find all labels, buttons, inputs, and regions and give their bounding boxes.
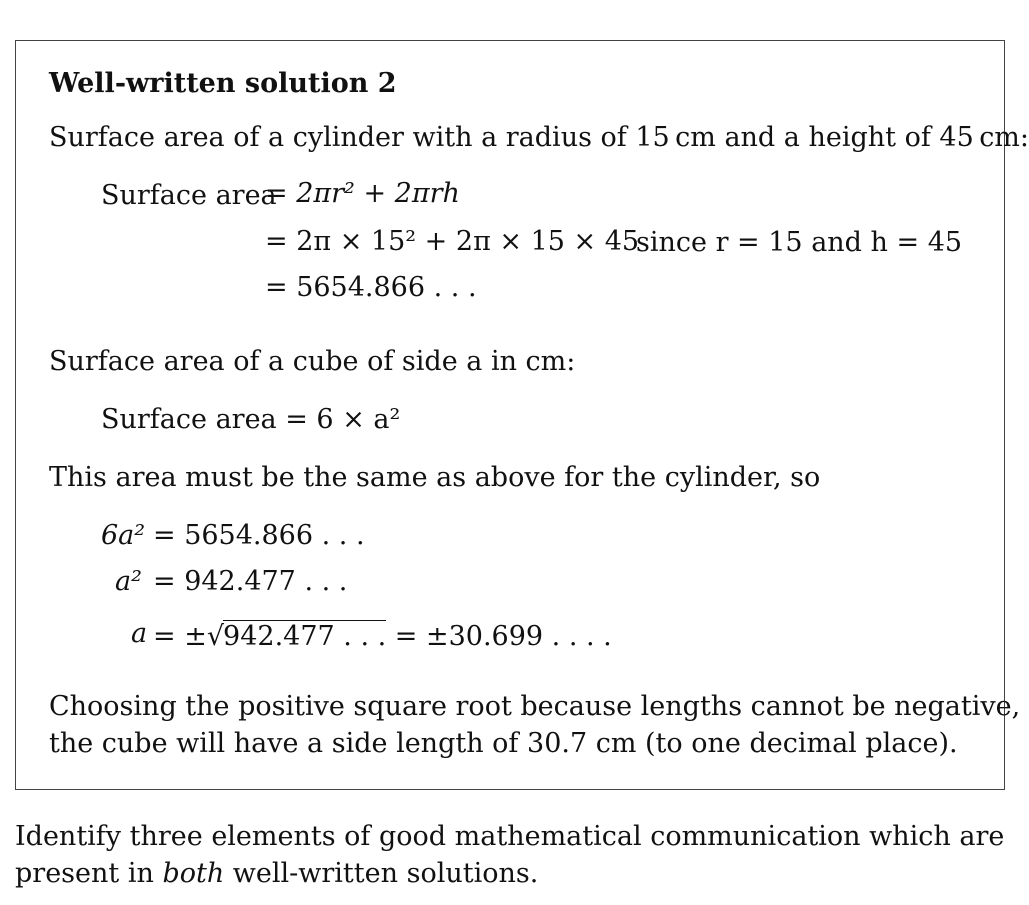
height-value: 45 (939, 122, 974, 153)
step2-rhs: = 942.477 . . . (153, 566, 348, 597)
substitution-note: since r = 15 and h = 45 (636, 227, 963, 258)
plus-minus-sqrt: = ±√ (153, 621, 225, 652)
height-unit: cm: (979, 122, 1029, 153)
equate-statement: This area must be the same as above for the cylinder, so (49, 462, 821, 493)
step1-lhs: 6a² (101, 520, 146, 551)
root-result: = ±30.699 . . . . (386, 621, 612, 652)
cylinder-lhs: Surface area (101, 180, 277, 211)
question-text: present in (15, 858, 163, 889)
conclusion-line-2: the cube will have a side length of 30.7 cm (to one decimal place). (49, 728, 958, 759)
step2-lhs: a² (115, 566, 142, 597)
question-text-end: well-written solutions. (224, 858, 539, 889)
conclusion-line-1: Choosing the positive square root because lengths cannot be negative, (49, 691, 1021, 722)
cylinder-substitution-line: = 2π × 15² + 2π × 15 × 45 (265, 226, 640, 257)
cylinder-result-line: = 5654.866 . . . (265, 272, 477, 303)
question-emphasis: both (162, 858, 225, 889)
cube-formula: Surface area = 6 × a² (101, 404, 401, 435)
cylinder-formula-line: = 2πr² + 2πrh (265, 178, 460, 209)
intro-text: Surface area of a cylinder with a radius of (49, 122, 636, 153)
cylinder-intro (49, 124, 1029, 151)
cube-intro: Surface area of a cube of side a in cm: (49, 346, 576, 377)
radius-value: 15 (635, 122, 670, 153)
question-line-1: Identify three elements of good mathematical communication which are (15, 821, 1005, 852)
step3-lhs: a (131, 618, 148, 649)
question-line-2 (15, 860, 538, 887)
step3-rhs (153, 620, 612, 650)
solution-heading: Well-written solution 2 (49, 68, 397, 99)
step1-rhs: = 5654.866 . . . (153, 520, 365, 551)
radicand: 942.477 . . . (223, 621, 387, 652)
radius-unit: cm (675, 122, 716, 153)
intro-text-middle: and a height of (715, 122, 940, 153)
